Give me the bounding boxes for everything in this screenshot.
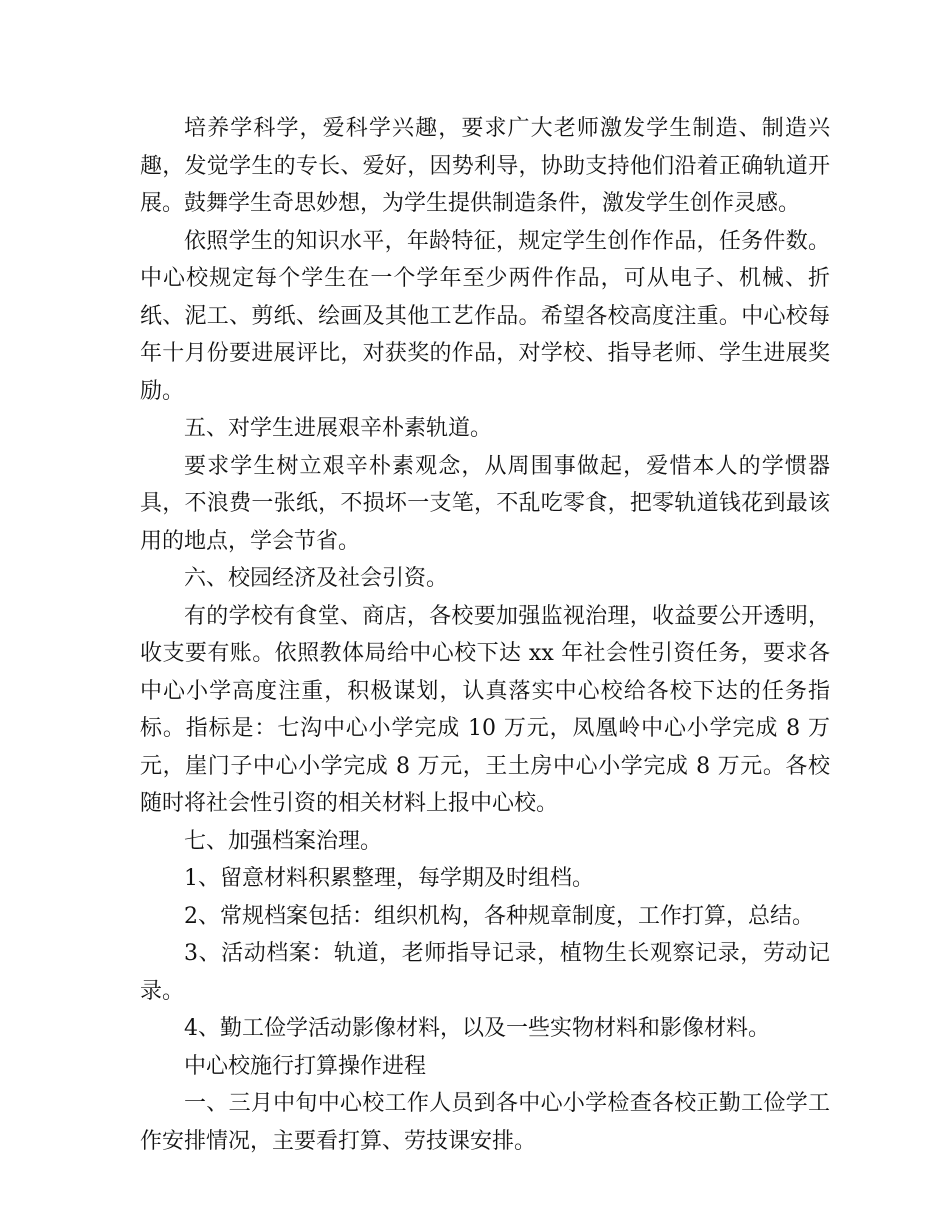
paragraph-inspire-creativity: 培养学科学，爱科学兴趣，要求广大老师激发学生制造、制造兴趣，发觉学生的专长、爱好，因势利导，协助支持他们沿着正确轨道开展。鼓舞学生奇思妙想，为学生提供制造条件，激发学生创作灵感。: [140, 116, 830, 216]
heading-implementation-plan: 中心校施行打算操作进程: [184, 1053, 427, 1079]
list-item-archive-2: 2、常规档案包括：组织机构，各种规章制度，工作打算，总结。: [184, 903, 814, 929]
heading-section-six: 六、校园经济及社会引资。: [184, 566, 449, 591]
document-body: [140, 110, 830, 1160]
list-item-archive-4: 4、勤工俭学活动影像材料，以及一些实物材料和影像材料。: [184, 1016, 770, 1041]
heading-section-seven: 七、加强档案治理。: [184, 828, 383, 854]
paragraph-economy-investment: 有的学校有食堂、商店，各校要加强监视治理，收益要公开透明，收支要有账。依照教体局给中心校下达 xx 年社会性引资任务，要求各中心小学高度注重，积极谋划，认真落实中心校给各校下达的任务指标。指标是：七沟中心小学完成 10 万元，凤凰岭中心小学完成 8 万元，崖门子中心小学完成 8 万元，王土房中心小学完成 8 万元。各校随时将社会性引资的相关材料上报中心校。: [140, 603, 830, 816]
paragraph-frugality: 要求学生树立艰辛朴素观念，从周围事做起，爱惜本人的学惯器具，不浪费一张纸，不损坏一支笔，不乱吃零食，把零轨道钱花到最该用的地点，学会节省。: [140, 453, 830, 554]
list-item-archive-1: 1、留意材料积累整理，每学期及时组档。: [184, 866, 594, 891]
heading-section-five: 五、对学生进展艰辛朴素轨道。: [184, 416, 493, 441]
paragraph-student-works: 依照学生的知识水平，年龄特征，规定学生创作作品，任务件数。中心校规定每个学生在一个学年至少两件作品，可从电子、机械、折纸、泥工、剪纸、绘画及其他工艺作品。希望各校高度注重。中心校每年十月份要进展评比，对获奖的作品，对学校、指导老师、学生进展奖励。: [140, 228, 830, 404]
list-item-archive-3: 3、活动档案：轨道，老师指导记录，植物生长观察记录，劳动记录。: [140, 941, 830, 1004]
paragraph-march-inspection: 一、三月中旬中心校工作人员到各中心小学检查各校正勤工俭学工作安排情况，主要看打算、劳技课安排。: [140, 1091, 830, 1154]
